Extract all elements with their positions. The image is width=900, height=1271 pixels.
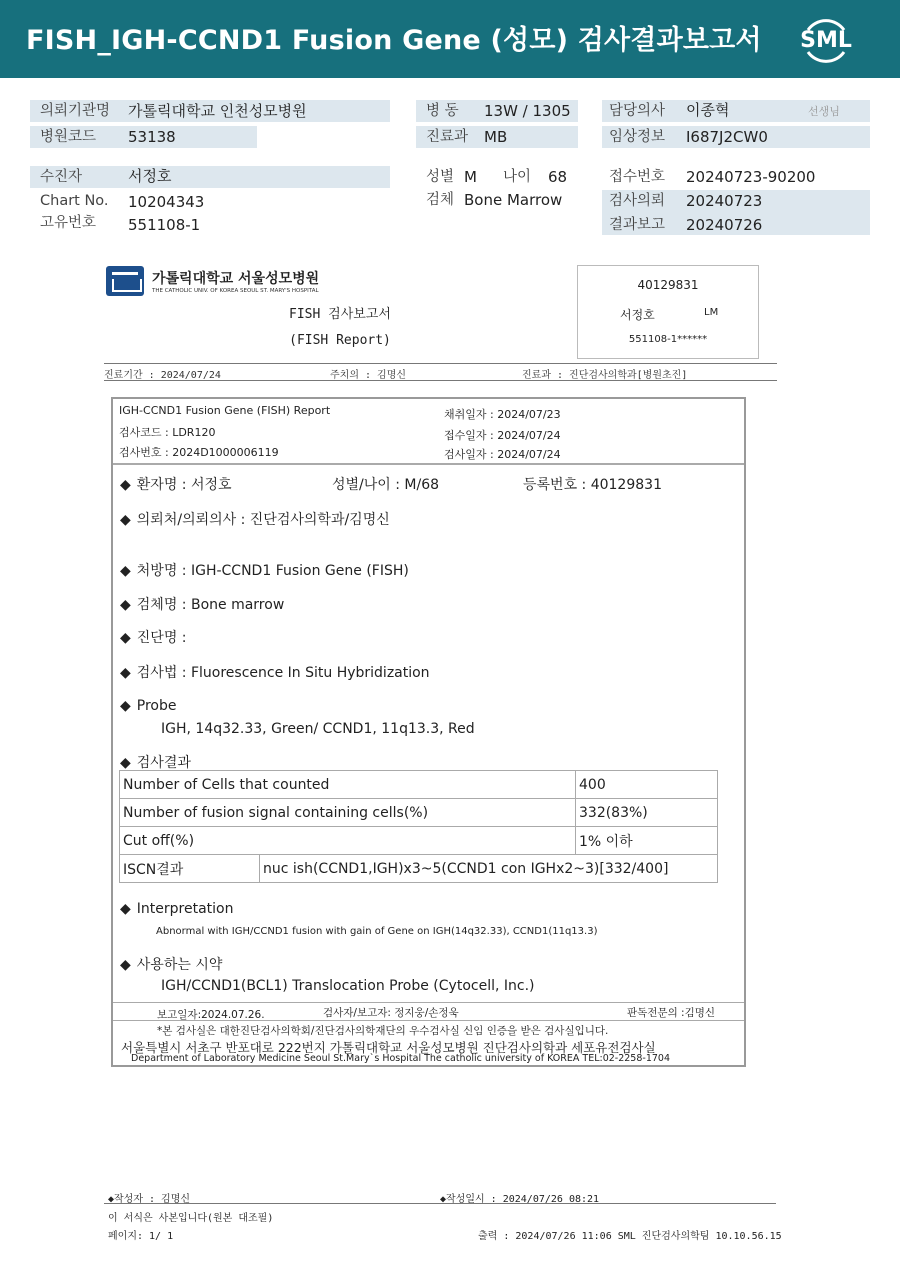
footer-certification: *본 검사실은 대한진단검사의학회/진단검사의학재단의 우수검사실 신임 인증을 받은 검사실입니다. (157, 1025, 609, 1037)
specimen-value: Bone Marrow (464, 191, 563, 209)
diamond-icon: ◆ (120, 630, 131, 646)
footer-address: 서울특별시 서초구 반포대로 222번지 가톨릭대학교 서울성모병원 진단검사의학과 세포유전검사실 (121, 1040, 656, 1055)
reagent-value: IGH/CCND1(BCL1) Translocation Probe (Cytocell, Inc.) (161, 978, 535, 994)
attending-physician: 주치의 : 김명신 (330, 370, 407, 381)
report-date-label: 결과보고 (609, 217, 666, 233)
iscn-value: nuc ish(CCND1,IGH)x3~5(CCND1 con IGHx2~3)[332/400] (260, 855, 718, 883)
probe-value: IGH, 14q32.33, Green/ CCND1, 11q13.3, Red (161, 721, 475, 737)
patient-label: 수진자 (40, 169, 83, 185)
hospital-code-value: 53138 (128, 128, 176, 146)
page-title: FISH_IGH-CCND1 Fusion Gene (성모) 검사결과보고서 (26, 25, 762, 56)
patient-value: 서정호 (128, 167, 172, 185)
table-row (120, 771, 718, 799)
page-number: 페이지: 1/ 1 (108, 1231, 174, 1242)
sml-logo (796, 12, 856, 68)
request-date-value: 20240723 (686, 192, 763, 210)
receipt-no-value: 20240723-90200 (686, 168, 816, 186)
diamond-icon: ◆ (120, 512, 131, 528)
id-rrn: 551108-1****** (628, 334, 708, 345)
report-box (111, 397, 746, 1067)
test-no: 검사번호 : 2024D1000006119 (119, 446, 279, 459)
test-method: 검사법 : Fluorescence In Situ Hybridization (136, 665, 430, 681)
footer-dept-eng: Department of Laboratory Medicine Seoul St.Mary`s Hospital The catholic university of KOREA TEL:02-2258-1704 (131, 1053, 671, 1064)
unique-no-value: 551108-1 (128, 216, 201, 234)
report-date-value: 20240726 (686, 216, 763, 234)
writer: ◆작성자 : 김명신 (108, 1194, 191, 1205)
hospital-logo-icon (106, 266, 144, 296)
divider (113, 1002, 744, 1003)
divider (104, 363, 777, 364)
reagent-line (120, 954, 222, 974)
patient-info-section (0, 96, 900, 241)
report-subtitle: (FISH Report) (289, 333, 391, 348)
doctor-label: 담당의사 (609, 103, 666, 119)
result-label: 검사결과 (136, 755, 191, 771)
doctor-suffix: 선생님 (808, 105, 840, 118)
request-date-label: 검사의뢰 (609, 193, 666, 209)
page-header (0, 0, 900, 78)
diagnosis-line (120, 627, 187, 647)
info-bar (30, 166, 390, 188)
patient-name: 환자명 : 서정호 (136, 477, 232, 493)
result-cell-value: 332(83%) (576, 799, 718, 827)
table-row (120, 799, 718, 827)
print-footer (0, 1185, 900, 1245)
age-value: 68 (548, 168, 568, 186)
prescription: 처방명 : IGH-CCND1 Fusion Gene (FISH) (136, 563, 409, 579)
department-value: MB (484, 128, 508, 146)
specimen-name: 검체명 : Bone marrow (136, 597, 285, 613)
report-title: FISH 검사보고서 (289, 307, 391, 322)
specimen-line (120, 594, 284, 614)
divider (113, 463, 744, 465)
sml-logo-text: SML (800, 28, 852, 53)
patient-line (120, 474, 232, 494)
chart-no-value: 10204343 (128, 193, 205, 211)
table-row (120, 855, 718, 883)
fish-report-document (0, 255, 900, 1255)
test-name: IGH-CCND1 Fusion Gene (FISH) Report (119, 404, 331, 417)
footer-specialist: 판독전문의 :김명신 (627, 1007, 716, 1019)
footer-report-date: 보고일자:2024.07.26. (157, 1009, 265, 1021)
diamond-icon: ◆ (120, 665, 131, 681)
diagnosis: 진단명 : (136, 630, 187, 646)
patient-id-box (577, 265, 759, 359)
prescription-line (120, 560, 409, 580)
age-label: 나이 (503, 169, 532, 185)
unique-no-label: 고유번호 (40, 215, 97, 231)
requester-line (120, 509, 390, 529)
institution-value: 가톨릭대학교 인천성모병원 (128, 102, 307, 120)
treatment-period: 진료기간 : 2024/07/24 (104, 370, 221, 381)
footer-examiner: 검사자/보고자: 정지웅/손정욱 (323, 1007, 459, 1019)
result-cell-label: Number of fusion signal containing cells(%) (120, 799, 576, 827)
written-at: ◆작성일시 : 2024/07/26 08:21 (440, 1194, 600, 1205)
requester: 의뢰처/의뢰의사 : 진단검사의학과/김명신 (136, 512, 390, 528)
method-line (120, 662, 430, 682)
interpretation-line (120, 901, 233, 917)
diamond-icon: ◆ (120, 477, 131, 493)
clinical-info-label: 임상정보 (609, 129, 666, 145)
ward-value: 13W / 1305 (484, 102, 571, 120)
ward-label: 병 동 (426, 103, 459, 119)
result-cell-label: Number of Cells that counted (120, 771, 576, 799)
result-cell-value: 1% 이하 (576, 827, 718, 855)
receive-date: 접수일자 : 2024/07/24 (444, 429, 561, 442)
result-cell-label: Cut off(%) (120, 827, 576, 855)
id-reg-no: 40129831 (637, 278, 699, 292)
sex-label: 성별 (426, 169, 455, 185)
hospital-eng-name: THE CATHOLIC UNIV. OF KOREA SEOUL ST. MARY'S HOSPITAL (152, 288, 319, 294)
diamond-icon: ◆ (120, 901, 131, 917)
hospital-code-label: 병원코드 (40, 129, 97, 145)
interpretation-value: Abnormal with IGH/CCND1 fusion with gain of Gene on IGH(14q32.33), CCND1(11q13.3) (156, 926, 598, 937)
hospital-name: 가톨릭대학교 서울성모병원 (152, 271, 320, 287)
receipt-no-label: 접수번호 (609, 169, 666, 185)
result-table (119, 770, 718, 883)
table-row (120, 827, 718, 855)
result-cell-value: 400 (576, 771, 718, 799)
collect-date: 채취일자 : 2024/07/23 (444, 408, 561, 421)
exam-date: 검사일자 : 2024/07/24 (444, 448, 561, 461)
divider (113, 1020, 744, 1021)
probe-label: Probe (136, 698, 177, 714)
sex-age: 성별/나이 : M/68 (332, 477, 440, 493)
divider (104, 380, 777, 381)
reagent-label: 사용하는 시약 (136, 957, 223, 973)
test-code: 검사코드 : LDR120 (119, 426, 216, 439)
diamond-icon: ◆ (120, 698, 131, 714)
diamond-icon: ◆ (120, 597, 131, 613)
sex-value: M (464, 168, 477, 186)
chart-no-label: Chart No. (40, 193, 109, 209)
registration-no: 등록번호 : 40129831 (523, 477, 662, 493)
department-label: 진료과 (426, 129, 469, 145)
result-heading (120, 752, 191, 772)
treatment-dept: 진료과 : 진단검사의학과[병원초진] (522, 370, 688, 381)
id-code: LM (704, 307, 719, 318)
interpretation-label: Interpretation (136, 901, 234, 917)
print-info: 출력 : 2024/07/26 11:06 SML 진단검사의학팀 10.10.56.15 (478, 1231, 782, 1242)
diamond-icon: ◆ (120, 563, 131, 579)
id-name: 서정호 (620, 308, 655, 322)
diamond-icon: ◆ (120, 957, 131, 973)
clinical-info-value: I687J2CW0 (686, 128, 768, 146)
doctor-value: 이종혁 (686, 101, 730, 119)
specimen-label: 검체 (426, 192, 455, 208)
diamond-icon: ◆ (120, 755, 131, 771)
probe-line (120, 698, 177, 714)
iscn-label: ISCN결과 (120, 855, 260, 883)
divider (104, 1203, 776, 1204)
copy-note: 이 서식은 사본입니다(원본 대조필) (108, 1213, 274, 1224)
institution-label: 의뢰기관명 (40, 103, 111, 119)
